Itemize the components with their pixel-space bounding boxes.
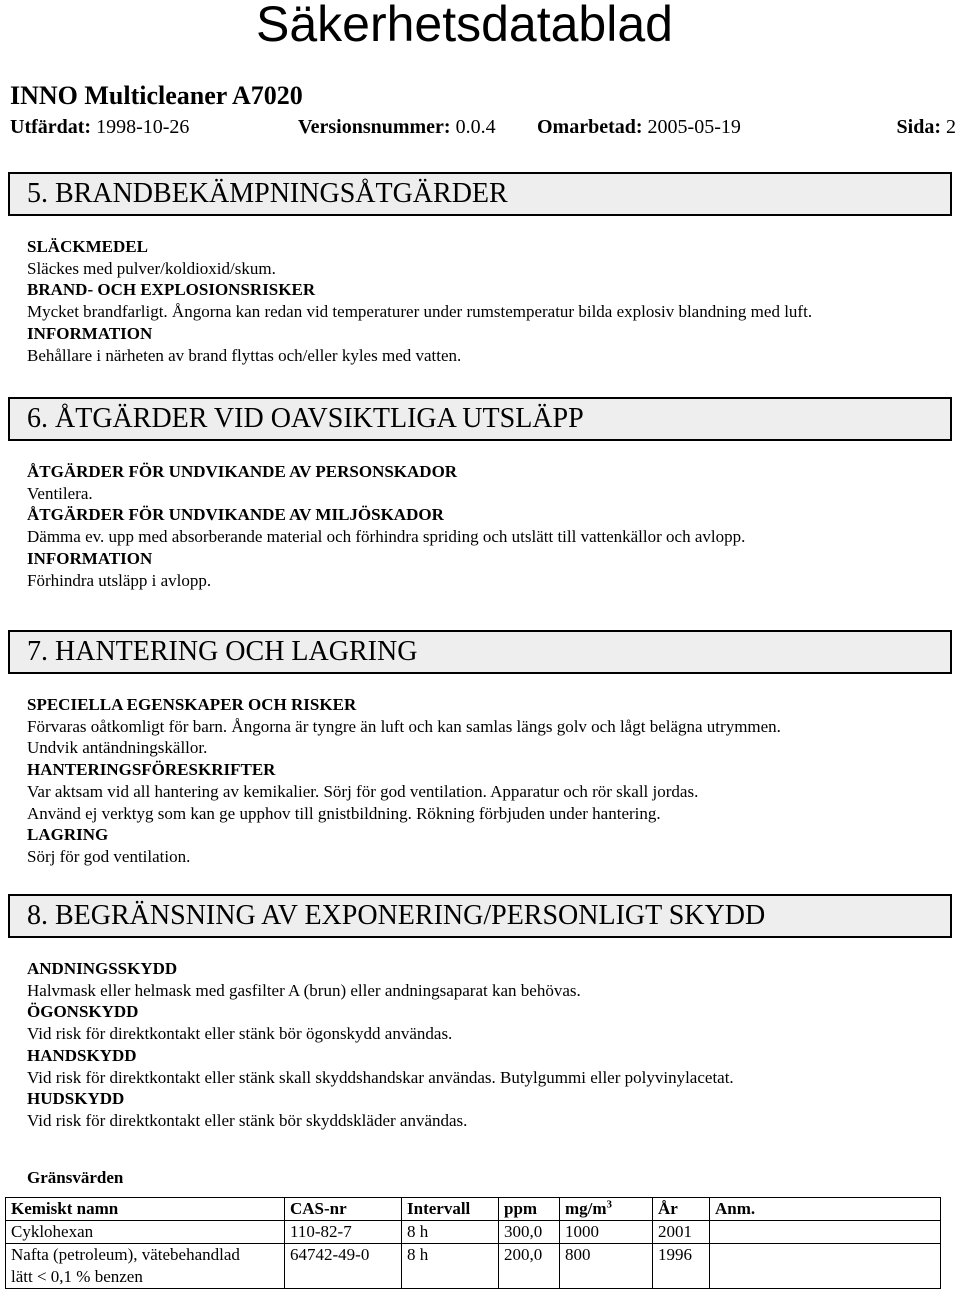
col-chemical-name: Kemiskt namn	[6, 1198, 285, 1221]
issued-label: Utfärdat:	[10, 116, 92, 138]
subsection-heading: HANDSKYDD	[27, 1045, 137, 1065]
cell-year: 1996	[653, 1244, 710, 1289]
revised-date	[537, 114, 741, 140]
exposure-limits-table	[5, 1197, 941, 1289]
col-mg-m3-sup: 3	[606, 1198, 613, 1211]
cell-interval: 8 h	[402, 1244, 499, 1289]
col-cas-number: CAS-nr	[285, 1198, 402, 1221]
section-7-header	[8, 630, 952, 674]
cell-note	[710, 1244, 941, 1289]
page-value: 2	[946, 116, 956, 138]
body-text: Vid risk för direktkontakt eller stänk skall skyddshandskar användas. Butylgummi eller polyvinylacetat.	[27, 1067, 734, 1087]
body-text: Dämma ev. upp med absorberande material och förhindra spriding och utslätt till vattenkällor och avlopp.	[27, 527, 746, 547]
cell-mg-m3: 800	[560, 1244, 653, 1289]
issued-value: 1998-10-26	[96, 116, 190, 138]
body-text: Släckes med pulver/koldioxid/skum.	[27, 258, 276, 278]
page-number	[897, 114, 956, 140]
subsection-heading: ÖGONSKYDD	[27, 1002, 139, 1022]
body-text: Förhindra utsläpp i avlopp.	[27, 570, 212, 590]
table-row	[6, 1244, 941, 1289]
table-row	[6, 1221, 941, 1244]
subsection-heading: ÅTGÄRDER FÖR UNDVIKANDE AV PERSONSKADOR	[27, 462, 458, 481]
document-title: Säkerhetsdatablad	[256, 0, 673, 52]
section-6-title: 6. ÅTGÄRDER VID OAVSIKTLIGA UTSLÄPP	[27, 403, 584, 434]
subsection-heading: INFORMATION	[27, 548, 153, 568]
version-label: Versionsnummer:	[298, 116, 451, 138]
limits-title: Gränsvärden	[27, 1168, 124, 1187]
cell-year: 2001	[653, 1221, 710, 1244]
body-text: Förvaras oåtkomligt för barn. Ångorna är tyngre än luft och kan samlas längs golv och lågt belägna utrymmen.	[27, 716, 781, 736]
table-header-row	[6, 1198, 941, 1221]
cell-cas-number: 64742-49-0	[285, 1244, 402, 1289]
cell-chemical-name: Cyklohexan	[6, 1221, 285, 1244]
section-7-title: 7. HANTERING OCH LAGRING	[27, 636, 418, 667]
body-text: Vid risk för direktkontakt eller stänk bör skyddskläder användas.	[27, 1110, 468, 1130]
body-text: Behållare i närheten av brand flyttas och/eller kyles med vatten.	[27, 345, 462, 365]
body-text: Halvmask eller helmask med gasfilter A (brun) eller andningsaparat kan behövas.	[27, 980, 581, 1000]
product-name: INNO Multicleaner A7020	[10, 81, 303, 110]
col-year: År	[653, 1198, 710, 1221]
col-ppm: ppm	[499, 1198, 560, 1221]
body-text: Mycket brandfarligt. Ångorna kan redan vid temperaturer under rumstemperatur bilda explosiv blandning med luft.	[27, 302, 813, 322]
col-note: Anm.	[710, 1198, 941, 1221]
col-mg-m3-label: mg/m	[565, 1199, 607, 1218]
revised-value: 2005-05-19	[647, 116, 741, 138]
cell-mg-m3: 1000	[560, 1221, 653, 1244]
body-text: Vid risk för direktkontakt eller stänk bör ögonskydd användas.	[27, 1024, 453, 1044]
body-text: Var aktsam vid all hantering av kemikalier. Sörj för god ventilation. Apparatur och rör skall jordas.	[27, 781, 699, 801]
subsection-heading: ANDNINGSSKYDD	[27, 959, 178, 978]
version-number	[298, 114, 496, 140]
cell-ppm: 300,0	[499, 1221, 560, 1244]
subsection-heading: HUDSKYDD	[27, 1089, 125, 1109]
subsection-heading: ÅTGÄRDER FÖR UNDVIKANDE AV MILJÖSKADOR	[27, 505, 444, 525]
subsection-heading: SLÄCKMEDEL	[27, 237, 148, 256]
section-8-header	[8, 894, 952, 938]
subsection-heading: BRAND- OCH EXPLOSIONSRISKER	[27, 280, 316, 300]
page-label: Sida:	[896, 116, 941, 138]
document-meta	[10, 114, 956, 140]
body-text: Använd ej verktyg som kan ge upphov till gnistbildning. Rökning förbjuden under hantering.	[27, 803, 661, 823]
cell-interval: 8 h	[402, 1221, 499, 1244]
section-5-header	[8, 172, 952, 216]
cell-cas-number: 110-82-7	[285, 1221, 402, 1244]
subsection-heading: INFORMATION	[27, 323, 153, 343]
col-interval: Intervall	[402, 1198, 499, 1221]
section-5-title: 5. BRANDBEKÄMPNINGSÅTGÄRDER	[27, 178, 508, 209]
section-8-title: 8. BEGRÄNSNING AV EXPONERING/PERSONLIGT SKYDD	[27, 900, 766, 931]
version-value: 0.0.4	[455, 116, 496, 138]
body-text: Undvik antändningskällor.	[27, 738, 208, 758]
section-6-header	[8, 397, 952, 441]
cell-note	[710, 1221, 941, 1244]
revised-label: Omarbetad:	[537, 116, 643, 138]
body-text: Sörj för god ventilation.	[27, 846, 191, 866]
subsection-heading: HANTERINGSFÖRESKRIFTER	[27, 760, 276, 780]
cell-chemical-name: Nafta (petroleum), vätebehandlad lätt < 0,1 % benzen	[6, 1244, 285, 1289]
col-mg-m3	[560, 1198, 653, 1221]
cell-ppm: 200,0	[499, 1244, 560, 1289]
body-text: Ventilera.	[27, 483, 93, 503]
subsection-heading: SPECIELLA EGENSKAPER OCH RISKER	[27, 695, 357, 714]
subsection-heading: LAGRING	[27, 825, 109, 845]
issued-date	[10, 114, 189, 140]
